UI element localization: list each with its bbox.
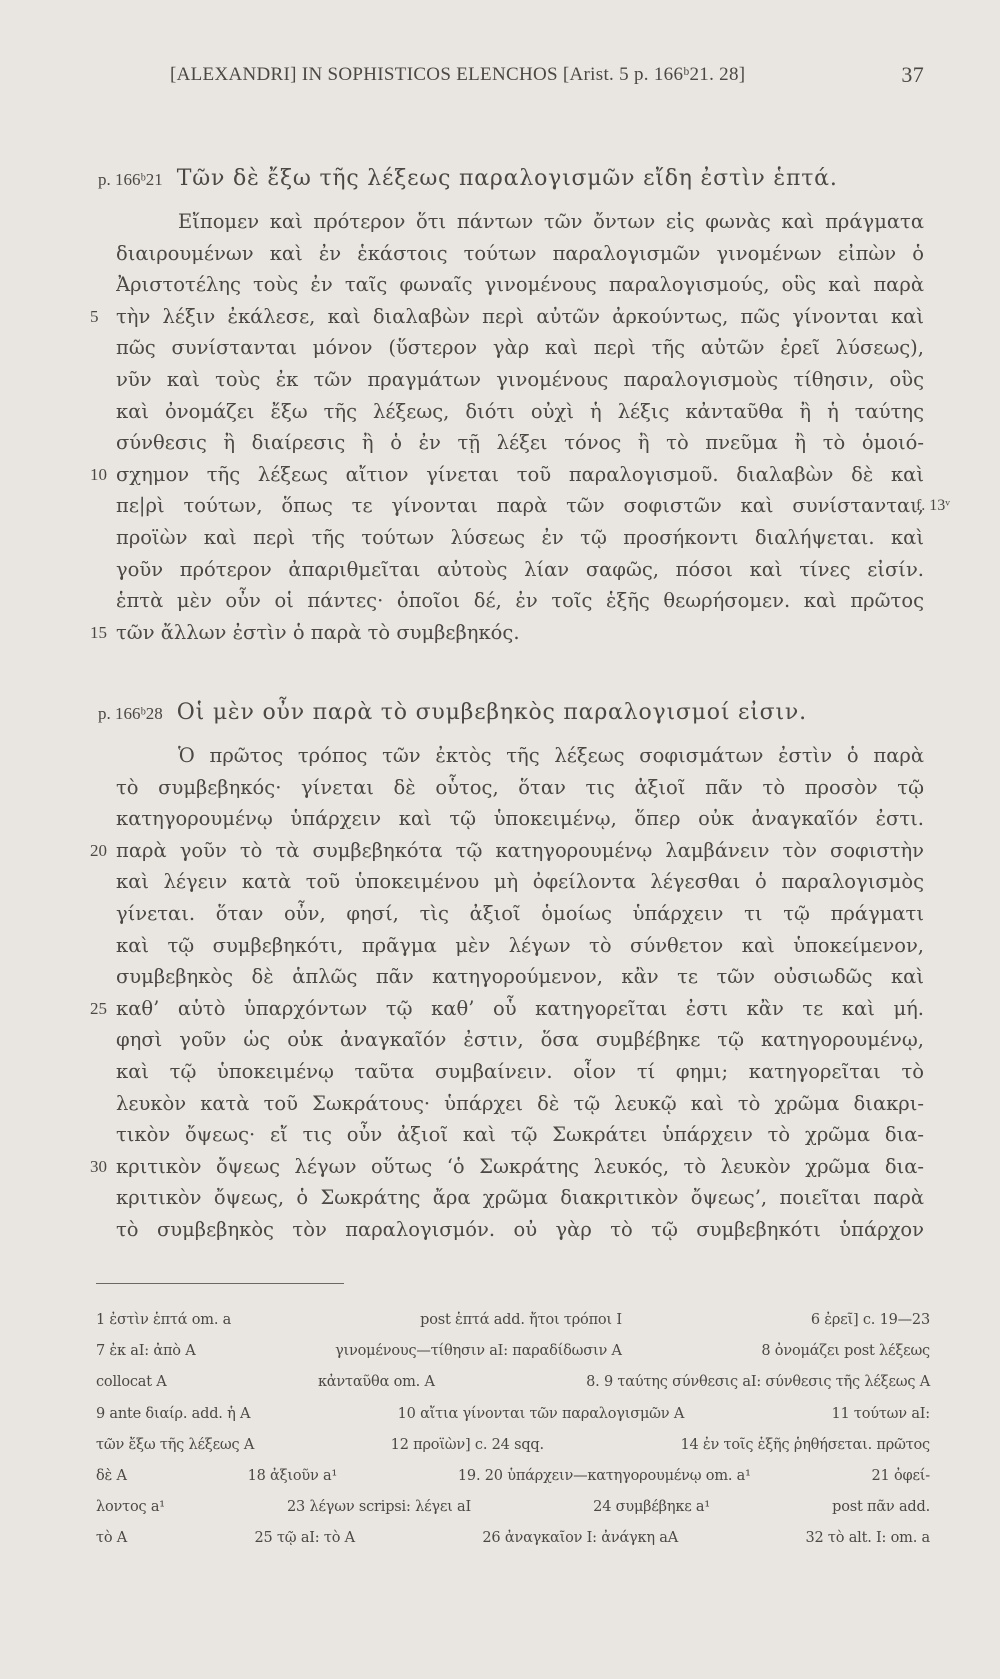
text-line	[116, 740, 924, 772]
text-block	[90, 740, 924, 1246]
apparatus-entry: 8. 9 ταύτης σύνθεσις aI: σύνθεσις τῆς λέξεως A	[586, 1374, 930, 1391]
line-text: σύνθεσις ἢ διαίρεσις ἢ ὁ ἐν τῇ λέξει τόνος ἢ τὸ πνεῦμα ἢ τὸ ὁμοιό-	[116, 431, 924, 455]
apparatus-entry: 12 προϊὼν] c. 24 sqq.	[390, 1436, 544, 1453]
line-text: καὶ τῷ συμβεβηκότι, πρᾶγμα μὲν λέγων τὸ σύνθετον καὶ ὑποκείμενον,	[116, 933, 924, 957]
text-block	[90, 206, 950, 648]
text-line	[116, 1214, 924, 1246]
line-text: κατηγορουμένῳ ὑπάρχειν καὶ τῷ ὑποκειμένῳ, ὅπερ οὐκ ἀναγκαῖόν ἐστι.	[116, 807, 924, 831]
apparatus-entry: 6 ἐρεῖ] c. 19—23	[810, 1312, 930, 1328]
line-text: κριτικὸν ὄψεως λέγων οὕτως ‘ὁ Σωκράτης λευκός, τὸ λευκὸν χρῶμα δια-	[116, 1154, 924, 1178]
lemma-text: Τῶν δὲ ἔξω τῆς λέξεως παραλογισμῶν εἴδη ἐστὶν ἑπτά.	[176, 166, 838, 191]
line-number: 15	[90, 622, 107, 642]
text-line	[116, 1024, 924, 1056]
apparatus-entry: δὲ A	[96, 1467, 127, 1484]
line-text: καὶ λέγειν κατὰ τοῦ ὑποκειμένου μὴ ὀφείλοντα λέγεσθαι ὁ παραλογισμὸς	[116, 870, 924, 894]
apparatus-entry: 9 ante διαίρ. add. ἡ A	[96, 1405, 251, 1422]
text-line	[116, 930, 924, 962]
line-text: γίνεται. ὅταν οὖν, φησί, τὶς ἀξιοῖ ὁμοίως ὑπάρχειν τι τῷ πράγματι	[116, 901, 924, 925]
apparatus-entry: 23 λέγων scripsi: λέγει aI	[287, 1499, 472, 1516]
line-text: προϊὼν καὶ περὶ τῆς τούτων λύσεως ἐν τῷ προσήκοντι διαλήψεται. καὶ	[116, 525, 924, 549]
text-line	[116, 1056, 924, 1088]
apparatus-line	[96, 1336, 930, 1367]
apparatus-entry: γινομένους—τίθησιν aI: παραδίδωσιν A	[335, 1343, 622, 1360]
text-line	[116, 585, 924, 617]
line-text: Ὁ πρῶτος τρόπος τῶν ἐκτὸς τῆς λέξεως σοφισμάτων ἐστὶν ὁ παρὰ	[178, 744, 924, 767]
line-text: τὴν λέξιν ἐκάλεσε, καὶ διαλαβὼν περὶ αὐτῶν ἀρκούντως, πῶς γίνονται καὶ	[116, 304, 924, 328]
apparatus-line	[96, 1430, 930, 1461]
text-line	[116, 206, 924, 238]
text-line	[116, 1088, 924, 1120]
apparatus-entry: 1 ἐστὶν ἑπτά om. a	[96, 1312, 232, 1328]
text-line	[116, 364, 924, 396]
line-text: νῦν καὶ τοὺς ἐκ τῶν πραγμάτων γινομένους παραλογισμοὺς τίθησιν, οὓς	[116, 367, 924, 391]
text-line	[116, 772, 924, 804]
text-line	[116, 238, 924, 270]
text-line	[116, 269, 924, 301]
apparatus-entry: 26 ἀναγκαῖον I: ἀνάγκη aA	[482, 1530, 678, 1547]
text-line	[90, 617, 924, 649]
line-text: τὸ συμβεβηκός· γίνεται δὲ οὗτος, ὅταν τις ἀξιοῖ πᾶν τὸ προσὸν τῷ	[116, 775, 924, 799]
text-line	[116, 490, 950, 522]
line-text: σχημον τῆς λέξεως αἴτιον γίνεται τοῦ παραλογισμοῦ. διαλαβὼν δὲ καὶ	[116, 462, 924, 486]
line-text: διαιρουμένων καὶ ἐν ἑκάστοις τούτων παραλογισμῶν γινομένων εἰπὼν ὁ	[116, 241, 924, 265]
text-line	[116, 522, 924, 554]
apparatus-line	[96, 1523, 930, 1554]
text-line	[116, 1119, 924, 1151]
apparatus-entry: κἀνταῦθα om. A	[317, 1374, 435, 1391]
apparatus-line	[96, 1461, 930, 1492]
line-text: καὶ τῷ ὑποκειμένῳ ταῦτα συμβαίνειν. οἷον τί φημι; κατηγορεῖται τὸ	[116, 1059, 924, 1083]
line-text: φησὶ γοῦν ὡς οὐκ ἀναγκαῖόν ἐστιν, ὅσα συμβέβηκε τῷ κατηγορουμένῳ,	[116, 1028, 924, 1052]
line-text: Εἴπομεν καὶ πρότερον ὅτι πάντων τῶν ὄντων εἰς φωνὰς καὶ πράγματα	[178, 210, 924, 233]
text-line	[90, 301, 924, 333]
line-number: 10	[90, 464, 107, 484]
lemma-reference: p. 166ᵇ21	[98, 170, 163, 189]
text-line	[116, 554, 924, 586]
apparatus-line	[96, 1305, 930, 1336]
apparatus-line	[96, 1367, 930, 1398]
text-line	[116, 396, 924, 428]
apparatus-entry: τῶν ἔξω τῆς λέξεως A	[96, 1436, 255, 1453]
text-line	[116, 332, 924, 364]
line-text: τὸ συμβεβηκὸς τὸν παραλογισμόν. οὐ γὰρ τὸ τῷ συμβεβηκότι ὑπάρχον	[116, 1217, 924, 1241]
text-line	[90, 993, 924, 1025]
line-text: καὶ ὀνομάζει ἔξω τῆς λέξεως, διότι οὐχὶ ἡ λέξις κἀνταῦθα ἢ ἡ ταύτης	[116, 399, 924, 423]
line-text: ἑπτὰ μὲν οὖν οἱ πάντες· ὁποῖοι δέ, ἐν τοῖς ἑξῆς θεωρήσομεν. καὶ πρῶτος	[116, 589, 924, 613]
line-text: καθ’ αὑτὸ ὑπαρχόντων τῷ καθ’ οὗ κατηγορεῖται ἐστι κἂν τε καὶ μή.	[116, 996, 924, 1020]
footnote-rule	[96, 1283, 344, 1284]
apparatus-entry: 10 αἴτια γίνονται τῶν παραλογισμῶν A	[397, 1405, 685, 1422]
line-text: κριτικὸν ὄψεως, ὁ Σωκράτης ἄρα χρῶμα διακριτικὸν ὄψεως’, ποιεῖται παρὰ	[116, 1186, 924, 1210]
apparatus-entry: post πᾶν add.	[832, 1499, 930, 1516]
line-text: τικὸν ὄψεως· εἴ τις οὖν ἀξιοῖ καὶ τῷ Σωκράτει ὑπάρχειν τὸ χρῶμα δια-	[116, 1123, 924, 1147]
apparatus-entry: 8 ὀνομάζει post λέξεως	[761, 1343, 930, 1360]
line-text: λευκὸν κατὰ τοῦ Σωκράτους· ὑπάρχει δὲ τῷ λευκῷ καὶ τὸ χρῶμα διακρι-	[116, 1091, 924, 1115]
line-text: γοῦν πρότερον ἀπαριθμεῖται αὐτοὺς λίαν σαφῶς, πόσοι καὶ τίνες εἰσίν.	[116, 557, 924, 581]
apparatus-entry: 7 ἐκ aI: ἀπὸ A	[96, 1343, 196, 1360]
line-text: πῶς συνίστανται μόνον (ὕστερον γὰρ καὶ περὶ τῆς αὐτῶν ἐρεῖ λύσεως),	[116, 336, 924, 360]
text-line	[90, 459, 924, 491]
apparatus-entry: 24 συμβέβηκε a¹	[593, 1499, 710, 1516]
running-head	[170, 62, 924, 87]
lemma-reference: p. 166ᵇ28	[98, 704, 163, 723]
apparatus-entry: 21 ὀφεί-	[871, 1467, 930, 1484]
text-line	[116, 427, 924, 459]
apparatus-entry: 25 τῷ aI: τὸ A	[254, 1530, 355, 1547]
line-text: τῶν ἄλλων ἐστὶν ὁ παρὰ τὸ συμβεβηκός.	[116, 620, 520, 644]
text-line	[90, 835, 924, 867]
line-number: 30	[90, 1156, 107, 1176]
critical-apparatus	[96, 1305, 930, 1555]
folio-marker: f. 13ᵛ	[915, 497, 950, 515]
lemma-heading	[98, 700, 918, 725]
line-text: συμβεβηκὸς δὲ ἁπλῶς πᾶν κατηγορούμενον, κἂν τε τῶν οὐσιωδῶς καὶ	[116, 965, 924, 989]
apparatus-entry: post ἑπτά add. ἤτοι τρόποι I	[420, 1312, 622, 1328]
text-line	[116, 866, 924, 898]
lemma-heading	[98, 166, 918, 191]
line-number: 5	[90, 306, 99, 326]
apparatus-entry: 19. 20 ὑπάρχειν—κατηγορουμένῳ om. a¹	[457, 1467, 751, 1484]
line-text: πε|ρὶ τούτων, ὅπως τε γίνονται παρὰ τῶν σοφιστῶν καὶ συνίστανται,	[116, 494, 924, 518]
text-line	[116, 1182, 924, 1214]
apparatus-entry: τὸ A	[96, 1530, 128, 1547]
line-number: 20	[90, 840, 107, 860]
apparatus-entry: 18 ἀξιοῦν a¹	[247, 1467, 338, 1484]
text-line	[116, 961, 924, 993]
apparatus-entry: λοντος a¹	[96, 1499, 165, 1516]
apparatus-entry: 14 ἐν τοῖς ἑξῆς ῥηθήσεται. πρῶτος	[680, 1436, 930, 1453]
running-title: [ALEXANDRI] IN SOPHISTICOS ELENCHOS [Arist. 5 p. 166ᵇ21. 28]	[170, 64, 746, 85]
apparatus-line	[96, 1399, 930, 1430]
apparatus-entry: 32 τὸ alt. I: om. a	[805, 1530, 930, 1547]
line-text: παρὰ γοῦν τὸ τὰ συμβεβηκότα τῷ κατηγορουμένῳ λαμβάνειν τὸν σοφιστὴν	[116, 838, 924, 862]
text-line	[90, 1151, 924, 1183]
text-line	[116, 803, 924, 835]
line-text: Ἀριστοτέλης τοὺς ἐν ταῖς φωναῖς γινομένους παραλογισμούς, οὓς καὶ παρὰ	[116, 273, 924, 297]
apparatus-entry: 11 τούτων aI:	[831, 1405, 930, 1422]
page-number: 37	[901, 62, 924, 87]
apparatus-line	[96, 1492, 930, 1523]
line-number: 25	[90, 998, 107, 1018]
lemma-text: Οἱ μὲν οὖν παρὰ τὸ συμβεβηκὸς παραλογισμοί εἰσιν.	[176, 700, 807, 725]
text-line	[116, 898, 924, 930]
apparatus-entry: collocat A	[96, 1374, 167, 1391]
